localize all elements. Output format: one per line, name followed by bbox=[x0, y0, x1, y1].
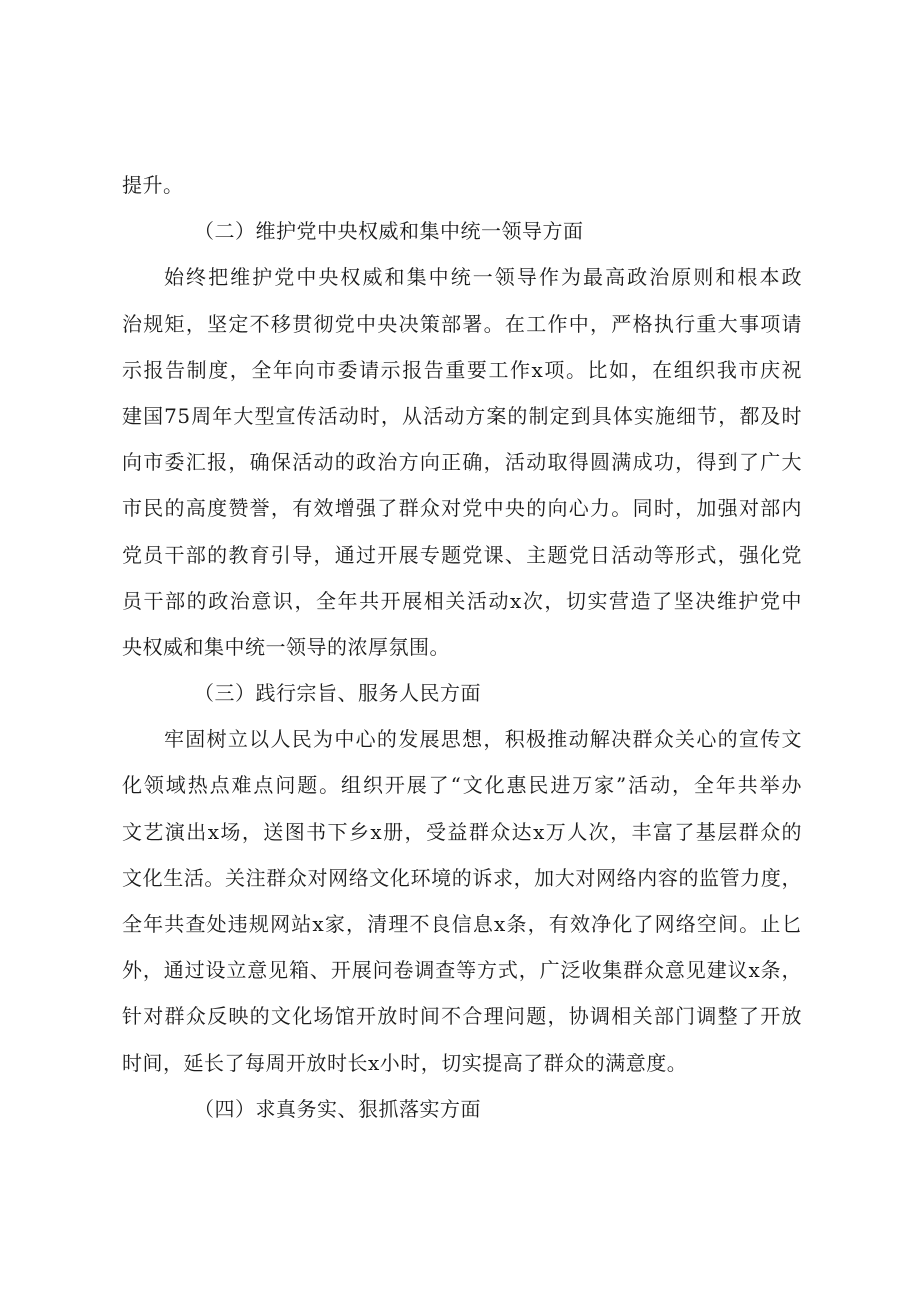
section-heading-3: （三）践行宗旨、服务人民方面 bbox=[194, 681, 481, 706]
document-body bbox=[122, 162, 802, 1132]
paragraph-line: 始终把维护党中央权威和集中统一领导作为最高政治原则和根本政 bbox=[164, 265, 802, 290]
paragraph-line: 针对群众反映的文化场馆开放时间不合理问题，协调相关部门调整了开放 bbox=[122, 1004, 802, 1029]
paragraph-end-line: 时间，延长了每周开放时长x小时，切实提高了群众的满意度。 bbox=[122, 1050, 688, 1075]
paragraph-line: 建国75周年大型宣传活动时，从活动方案的制定到具体实施细节，都及时 bbox=[122, 403, 802, 428]
paragraph-line: 文化生活。关注群众对网络文化环境的诉求，加大对网络内容的监管力度， bbox=[122, 865, 802, 890]
paragraph-line: 牢固树立以人民为中心的发展思想，积极推动解决群众关心的宣传文 bbox=[164, 727, 802, 752]
paragraph-line: 员干部的政治意识，全年共开展相关活动x次，切实营造了坚决维护党中 bbox=[122, 588, 802, 613]
paragraph-end-line: 提升。 bbox=[122, 173, 184, 197]
paragraph-line: 市民的高度赞誉，有效增强了群众对党中央的向心力。同时，加强对部内 bbox=[122, 496, 802, 521]
paragraph-line: 全年共查处违规网站x家，清理不良信息x条，有效净化了网络空间。止匕 bbox=[122, 912, 802, 936]
section-heading-4: （四）求真务实、狠抓落实方面 bbox=[194, 1096, 481, 1121]
paragraph-line: 示报告制度，全年向市委请示报告重要工作x项。比如，在组织我市庆祝 bbox=[122, 357, 802, 382]
paragraph-line: 文艺演出x场，送图书下乡x册，受益群众达x万人次，丰富了基层群众的 bbox=[122, 819, 802, 844]
section-heading-2: （二）维护党中央权威和集中统一领导方面 bbox=[194, 219, 584, 244]
paragraph-line: 化领域热点难点问题。组织开展了“文化惠民进万家”活动，全年共举办 bbox=[122, 773, 802, 798]
paragraph-line: 治规矩，坚定不移贯彻党中央决策部署。在工作中，严格执行重大事项请 bbox=[122, 311, 802, 336]
paragraph-end-line: 央权威和集中统一领导的浓厚氛围。 bbox=[122, 634, 450, 659]
paragraph-line: 党员干部的教育引导，通过开展专题党课、主题党日活动等形式，强化党 bbox=[122, 542, 802, 567]
paragraph-line: 向市委汇报，确保活动的政治方向正确，活动取得圆满成功，得到了广大 bbox=[122, 450, 802, 475]
paragraph-line: 外，通过设立意见箱、开展问卷调查等方式，广泛收集群众意见建议x条， bbox=[122, 958, 802, 983]
